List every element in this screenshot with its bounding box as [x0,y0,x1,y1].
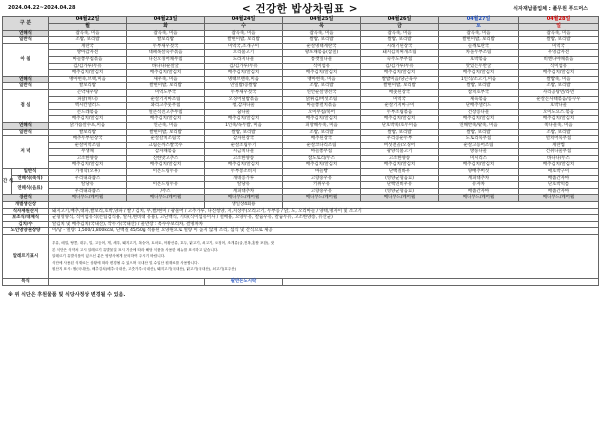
soft-meal-row [3,76,599,83]
menu-cell: 대패목살숙주볶음 [127,50,205,57]
menu-cell: (영양균형음료) [361,175,439,182]
menu-cell: 순살명태계란국 [283,43,361,50]
menu-cell: 비엔나야채볶음 [519,56,599,63]
menu-cell: 배추김치/알김치 [283,116,361,123]
menu-cell: 쌀현미밥, 보리밥 [361,83,439,90]
menu-cell: 도토리묵무침 [439,136,519,143]
menu-cell: 건취나물무침 [519,149,599,156]
allergy-line: 우유, 메밀, 땅콩, 대두, 밀, 고등어, 게, 새우, 돼지고기, 복숭아, 토마토, 아황산류, 호두, 닭고기, 쇠고기, 오징어, 조개류(굴,전복,홍합 포함), 잣 [52,241,275,246]
snack-row [3,175,599,182]
menu-cell: 배추김치/알김치 [519,162,599,169]
menu-cell: 메디푸드/케어웰 [519,195,599,202]
menu-cell: 배추김치/알김치 [519,116,599,123]
birthday-label: 개별생신상 [3,202,49,209]
snack-type-label: 일반식 [12,169,49,176]
menu-cell: 계란국 [49,43,127,50]
menu-cell: 순살미역조림 [49,142,127,149]
menu-cell: 마늘쫑멸치볶음 [283,103,361,110]
menu-cell: 오리불고기 [205,50,283,57]
regular-meal-row [3,89,599,96]
menu-cell: 새우죽, 미음 [127,76,205,83]
menu-cell: 배추김치/알김치 [49,70,127,77]
meal-type-label: 일반식 [3,129,49,136]
menu-cell: 단호박죽/호두미음 [361,122,439,129]
menu-cell: 순살기지마조림 [127,96,205,103]
menu-cell: 배추김치/알김치 [127,116,205,123]
meal-type-label: 일반식 [3,37,49,44]
menu-cell: 미역국,조개구이 [205,43,283,50]
menu-cell: 단백연비우유 [361,182,439,189]
menu-cell: 단호박떡틈 [519,182,599,189]
menu-cell: 쌀현미밥, 보리밥 [439,37,519,44]
menu-cell: 배즙간자마 [519,175,599,182]
menu-cell: 배추김치/알김치 [439,116,519,123]
regular-meal-row [3,96,599,103]
menu-cell: 배추김치/알김치 [439,162,519,169]
menu-cell: 건장콩나물 [439,109,519,116]
menu-cell: 바나나/순살굴 [127,63,205,70]
regular-meal-row [3,70,599,77]
empty-cell [49,279,205,286]
info-label: 김치/수 [3,221,49,228]
menu-cell: 배추김치/알김치 [205,162,283,169]
regular-meal-row [3,136,599,143]
snack-row [3,182,599,189]
menu-cell: 배추김치/알김치 [283,162,361,169]
snack-type-label: 연해식(음료) [12,182,49,195]
date-header: 04월23일 [127,17,205,24]
regular-meal-row [3,109,599,116]
menu-cell: 김/김가루/두유 [205,63,283,70]
menu-cell: 연잎밥/콩쌀밥 [205,83,283,90]
snack-type-label: 연해식(죽식) [12,175,49,182]
allergy-label: 알레르기표시 [3,235,49,279]
menu-cell: 이온드링두유 [127,182,205,189]
menu-cell: 잡곡죽, 미음 [127,30,205,37]
menu-cell: 오이무침/북어 [283,109,361,116]
menu-cell: 양배추버섯 [439,169,519,176]
birthday-row [3,202,599,209]
special-row [3,279,599,286]
date-header: 04월27일 [439,17,519,24]
menu-cell: 순살갈치조림국 [127,136,205,143]
info-text: 알김치 및 배추김치(국내산), 깍두기(국내산) / 물만장 : 옥수수보리차, 결명차차 [49,221,599,228]
empty-cell [49,202,205,209]
menu-cell: 통깻잎나물 [283,56,361,63]
menu-cell: 쌀밥, 보리밥 [439,83,519,90]
menu-cell: 메디푸드/케어웰 [283,195,361,202]
menu-cell: 잡곡죽, 미음 [205,30,283,37]
empty-cell [283,202,599,209]
menu-cell: 도라지나물 [205,56,283,63]
menu-cell: 배즙간자마 [519,188,599,195]
menu-cell: 방풍나물 [439,149,519,156]
menu-cell: 시금치나물 [205,149,283,156]
tube-feed-label: 경관식 [3,195,49,202]
info-row [3,228,599,235]
menu-cell: 개네콩가루 [205,175,283,182]
regular-meal-row [3,43,599,50]
menu-cell: 오징어덮밥볶음 [205,96,283,103]
allergy-line: 식단에 사용된 식재료는 상황에 따라 변경될 수 있으며 국내산 및 수입산 원재료를 사용합니다. [52,260,199,265]
date-header: 04월24일 [205,17,283,24]
menu-cell: 돼지김치찌개조림 [361,50,439,57]
menu-cell: 맹아현죽,브랙,미음 [49,76,127,83]
menu-cell: 계피대추차 [205,188,283,195]
menu-cell: 쌀밥, 보리밥 [361,37,439,44]
menu-cell: 메디푸드/케어웰 [361,195,439,202]
menu-cell: 배추김치/알김치 [361,70,439,77]
allergy-line: 원산지 표시: 쌀(국내산), 배추김치(배추:국내산, 고춧가루:국내산), 돼지고기(국내산), 닭고기(국내산), 쇠고기(호주산) [52,267,237,272]
meal-type-label: 연해식 [3,76,49,83]
section-header: 구 분 [3,17,49,31]
allergy-line: 본 식단은 식약처 고시 알레르기 유발물질 표시 기준에 따라 해당 식품을 사용한 메뉴를 표시하고 있습니다. [52,247,219,252]
regular-meal-row [3,142,599,149]
menu-cell: 곤약새우탕 [49,89,127,96]
info-text: 이/남 - 열량: 1,500/1,800kcal, 단백질 45/50g 적용된 요양원으로 열량 이 높지 않게 조리, 섬식 및 간식으로 제공 [49,228,599,235]
meal-section-label: 저 녁 [3,136,49,169]
menu-cell: 마늘쫑무침 [283,149,361,156]
date-header: 04월28일 [519,17,599,24]
snack-row [3,169,599,176]
menu-cell: 맥시칸샐러드 [49,103,127,110]
menu-cell: 배추김치/알김치 [519,70,599,77]
menu-cell: 닭튀김/버섯조림 [283,96,361,103]
menu-period: 2024.04.22~2024.04.28 [8,5,76,11]
menu-cell: 미역국 [361,96,439,103]
menu-cell: 순살기지마구이 [361,103,439,110]
menu-cell: 메디푸드/케어웰 [49,195,127,202]
menu-cell: 배추김치/알김치 [205,116,283,123]
menu-cell: 배추김치/알김치 [49,162,127,169]
meal-section-label: 아 침 [3,43,49,76]
menu-cell: 쌀밥죽, 미음 [519,76,599,83]
menu-cell: 파닭(허니) [49,96,127,103]
menu-cell: 순살고등어조림 [439,142,519,149]
menu-cell: 쌀밥미음/당근육수 [361,76,439,83]
menu-cell: 두부봉소비지 [205,169,283,176]
meal-plan-page [2,0,598,437]
menu-cell: 차돌두부조림 [439,50,519,57]
vendor-label: 식자재납품업체 : 풀무원 푸드머스 [513,6,588,12]
menu-cell: 고소한양송 [205,155,283,162]
menu-cell: 조밥, 보리밥 [49,37,127,44]
regular-meal-row [3,103,599,110]
menu-cell: 배추김치/알김치 [283,70,361,77]
menu-cell: 오이도요스.볶음 [519,109,599,116]
meal-type-label: 일반식 [3,83,49,90]
menu-cell: 왕포채볶음(삼칠) [283,50,361,57]
menu-cell: 피망해두죽, 미음 [283,122,361,129]
info-row [3,215,599,222]
menu-cell: 순살돈사태볶음/콩쿠우 [519,96,599,103]
date-row [3,17,599,24]
menu-cell: 순살코다리조림 [283,142,361,149]
menu-cell: 애호박구이 [519,169,599,176]
menu-cell: 배추된장국 [283,136,361,143]
menu-cell: 배추김치/알김치 [361,116,439,123]
birthday-text: 생일상4회용 [205,202,283,209]
menu-cell: 단배추샐러드 [439,103,519,110]
menu-cell: 잡곡죽, 미음 [49,30,127,37]
info-row [3,208,599,215]
menu-cell: 이온드링두유 [127,169,205,176]
weekday-row [3,24,599,31]
menu-cell: 광양식불고기 [361,149,439,156]
menu-cell: 두부조림볶음 [361,109,439,116]
menu-cell: 쌀밥, 보리밥 [519,37,599,44]
menu-cell: 참도토리/두스 [283,155,361,162]
menu-cell: 두부새우젓국 [127,43,205,50]
menu-cell [127,175,205,182]
menu-cell: 식이섬유 [283,63,361,70]
info-text: 균형영양식, 식이섬유식(콘팁검식용, 알사,변비대 유용), 고단백식, 기타(식이섬유이사 / 설배용, 요양두유, 칼슘우유, 칼슘두유, 고소한양송, 유산균) [49,215,599,222]
weekday-header: 토 [439,24,519,31]
menu-cell: 크림돈까스쌀국수 [127,142,205,149]
menu-cell: 우리내과즙스 [49,188,127,195]
menu-cell: 마늘빵 [283,169,361,176]
tube-feed-row [3,195,599,202]
regular-meal-row [3,37,599,44]
menu-cell: 조밥, 보리밥 [519,129,599,136]
allergy-text [49,235,599,279]
menu-cell: 고소한양송 [49,155,127,162]
date-header: 04월22일 [49,17,127,24]
menu-cell: 배추김치/알김치 [127,70,205,77]
header [2,0,598,16]
menu-cell: 쌀현미밥, 보리밥 [127,129,205,136]
menu-cell: 우엉감자전 [519,50,599,57]
special-label: 특식 [3,279,49,286]
menu-cell: 청,감자나물 [205,103,283,110]
menu-cell: 쌀밥, 보리밥 [439,129,519,136]
menu-cell: 배추두부된장국 [49,136,127,143]
date-header: 04월25일 [283,17,361,24]
menu-cell: 맛있는두반굴 [439,63,519,70]
allergy-row [3,235,599,279]
menu-cell: (영양균형음료) [361,188,439,195]
regular-meal-row [3,63,599,70]
weekday-header: 일 [519,24,599,31]
menu-cell: 유자차 [439,182,519,189]
menu-cell: 우리콩순두부 [361,136,439,143]
menu-cell: 잡곡죽, 미음 [361,30,439,37]
menu-cell: 두부새우젓국 [205,89,283,96]
weekday-header: 화 [127,24,205,31]
menu-cell: 멸치어묵무침 [519,136,599,143]
menu-cell: 배추김치/알김치 [439,70,519,77]
menu-cell: 고향숭우유 [283,188,361,195]
info-row [3,221,599,228]
regular-meal-row [3,56,599,63]
menu-cell: 쌀보리밥 [49,83,127,90]
menu-cell: 메디푸드/케어웰 [127,195,205,202]
menu-cell: 딸당유 [49,182,127,189]
empty-cell [283,279,599,286]
menu-cell: 단백질바우 [361,169,439,176]
menu-cell: 다진오징어채무침 [127,56,205,63]
soft-meal-row [3,122,599,129]
menu-cell: 순살조림두기 [205,142,283,149]
menu-cell: 1인죽/녹두밥, 미음 [205,122,283,129]
snack-row [3,188,599,195]
menu-cell: 버섯전골/오징어 [361,142,439,149]
regular-meal-row [3,162,599,169]
menu-cell: 마늘쫑무침볶음 [49,56,127,63]
menu-cell: 진한맛고추스 [127,155,205,162]
page-title: < 건강한 밥상차림표 > [241,3,359,15]
menu-cell: 바나나/두스 [519,155,599,162]
menu-cell: 제육볶음 [439,96,519,103]
menu-cell: 1인식/소고기,미음 [439,76,519,83]
menu-cell: 시래기된장국 [361,43,439,50]
menu-cell: 얼큰석진고추무침 [127,109,205,116]
menu-cell: 배추김치/알김치 [49,116,127,123]
meal-type-label: 연해식 [3,30,49,37]
menu-cell: 연안순살생선국 [283,89,361,96]
menu-cell: 키위우유 [283,182,361,189]
regular-meal-row [3,129,599,136]
menu-cell: 감자된장국 [205,136,283,143]
menu-cell: 연근죽, 미음 [127,122,205,129]
menu-cell: 배추김치/알김치 [361,162,439,169]
regular-meal-row [3,149,599,156]
menu-cell: 쌀밥, 보리밥 [205,129,283,136]
menu-cell: 딸당유 [205,182,283,189]
meal-type-label: 연해식 [3,122,49,129]
menu-cell: 김/김가루/두유 [361,63,439,70]
menu-cell: 배추김치/알김치 [127,162,205,169]
menu-cell: 감자채볶음 [127,149,205,156]
menu-cell: 연해반죽/팥죽, 미음 [439,122,519,129]
menu-cell: 참치호부국 [439,89,519,96]
allergy-line: 알레르기 유발식품이 있으신 분은 영양사에게 문의하여 주시기 바랍니다. [52,254,166,259]
menu-cell: 배춧된장국 [361,89,439,96]
weekday-header: 금 [361,24,439,31]
menu-cell: 호박볶음 [439,56,519,63]
menu-cell: 쑥나물죽, 미음 [519,122,599,129]
menu-cell: 식이섬유 [519,63,599,70]
menu-cell: 쌀밥, 보리밥 [283,37,361,44]
menu-cell: 고향숭우유 [283,175,361,182]
menu-cell: 방아감자전 [49,50,127,57]
footnote: ※ 위 식단은 후원물품 및 식당사정상 변경될 수 있음. [8,291,126,298]
soft-meal-row [3,30,599,37]
menu-cell: 배추김치/알김치 [205,70,283,77]
menu-cell: 조밥, 보리밥 [519,83,599,90]
menu-cell: 미역도부국 [127,89,205,96]
menu-cell: 메디푸드/케어웰 [205,195,283,202]
menu-cell: 무생채 [49,149,127,156]
menu-cell: 미역국 [519,43,599,50]
info-label: 노인영양권장량 [3,228,49,235]
menu-cell: 조밥, 보리밥 [283,129,361,136]
menu-cell: 배즙간자마 [439,188,519,195]
menu-cell: 호박나물 [519,103,599,110]
menu-cell: 쌀현미밥, 보리밥 [205,37,283,44]
menu-cell: 계란찜 [519,142,599,149]
menu-cell: 김/김가루/두유 [49,63,127,70]
menu-cell: /주스 [127,188,205,195]
menu-cell: 잡곡죽, 미음 [519,30,599,37]
weekday-header: 목 [283,24,361,31]
regular-meal-row [3,155,599,162]
menu-cell: 쌀보리밥 [49,129,127,136]
regular-meal-row [3,83,599,90]
menu-cell: 우리내과즙스 [49,175,127,182]
meal-section-label: 점 심 [3,89,49,122]
info-label: 보조식/대체식 [3,215,49,222]
menu-cell: 맹아현죽, 미음 [283,76,361,83]
menu-cell: 사리공탕면/라면 [519,89,599,96]
menu-cell: 잡곡죽, 미음 [439,30,519,37]
menu-cell: 잡곡죽, 미음 [283,30,361,37]
info-text: 돼지고기,배추,대파,쌀보리,호박,양파 / 쌀 / 김치, 무,쌀/현미 / 광물어 / 고추가루, 다진청양, 지,지상주(오리고기, 두부콩 / 닭, 도, 오리마늘 / 양태,명자이 및 소고기 [49,208,599,215]
menu-cell: 들깨토란국 [439,43,519,50]
special-text: 팔반돈도시락 [205,279,283,286]
info-label: 식자재원산지 [3,208,49,215]
regular-meal-row [3,50,599,57]
menu-cell: 고소한양송 [361,155,439,162]
menu-cell: 계피대추차 [439,175,519,182]
menu-cell: 쌀보리밥 [127,37,205,44]
weekday-header: 수 [205,24,283,31]
menu-cell: 숙주도부무침 [361,56,439,63]
date-header: 04월26일 [361,17,439,24]
meal-plan-table [2,16,599,286]
weekday-header: 월 [49,24,127,31]
menu-cell: 미시리스 [439,155,519,162]
menu-cell: 명태브랜죽,미음 [205,76,283,83]
regular-meal-row [3,116,599,123]
snack-section-label: 간 식 [3,169,12,195]
menu-cell: 꽈리고추뭇무침 [127,103,205,110]
menu-cell: 닭가슴살수프,미음 [49,122,127,129]
menu-cell: 메디푸드/케어웰 [439,195,519,202]
menu-cell: 조밥, 보리밥 [283,83,361,90]
menu-cell: 가정학(오후) [49,169,127,176]
menu-cell: 콘드레볶음 [49,109,127,116]
menu-cell: 꿈나물 [205,109,283,116]
menu-cell: 쌀밥, 보리밥 [361,129,439,136]
menu-cell: 쌀현미밥, 보리밥 [127,83,205,90]
